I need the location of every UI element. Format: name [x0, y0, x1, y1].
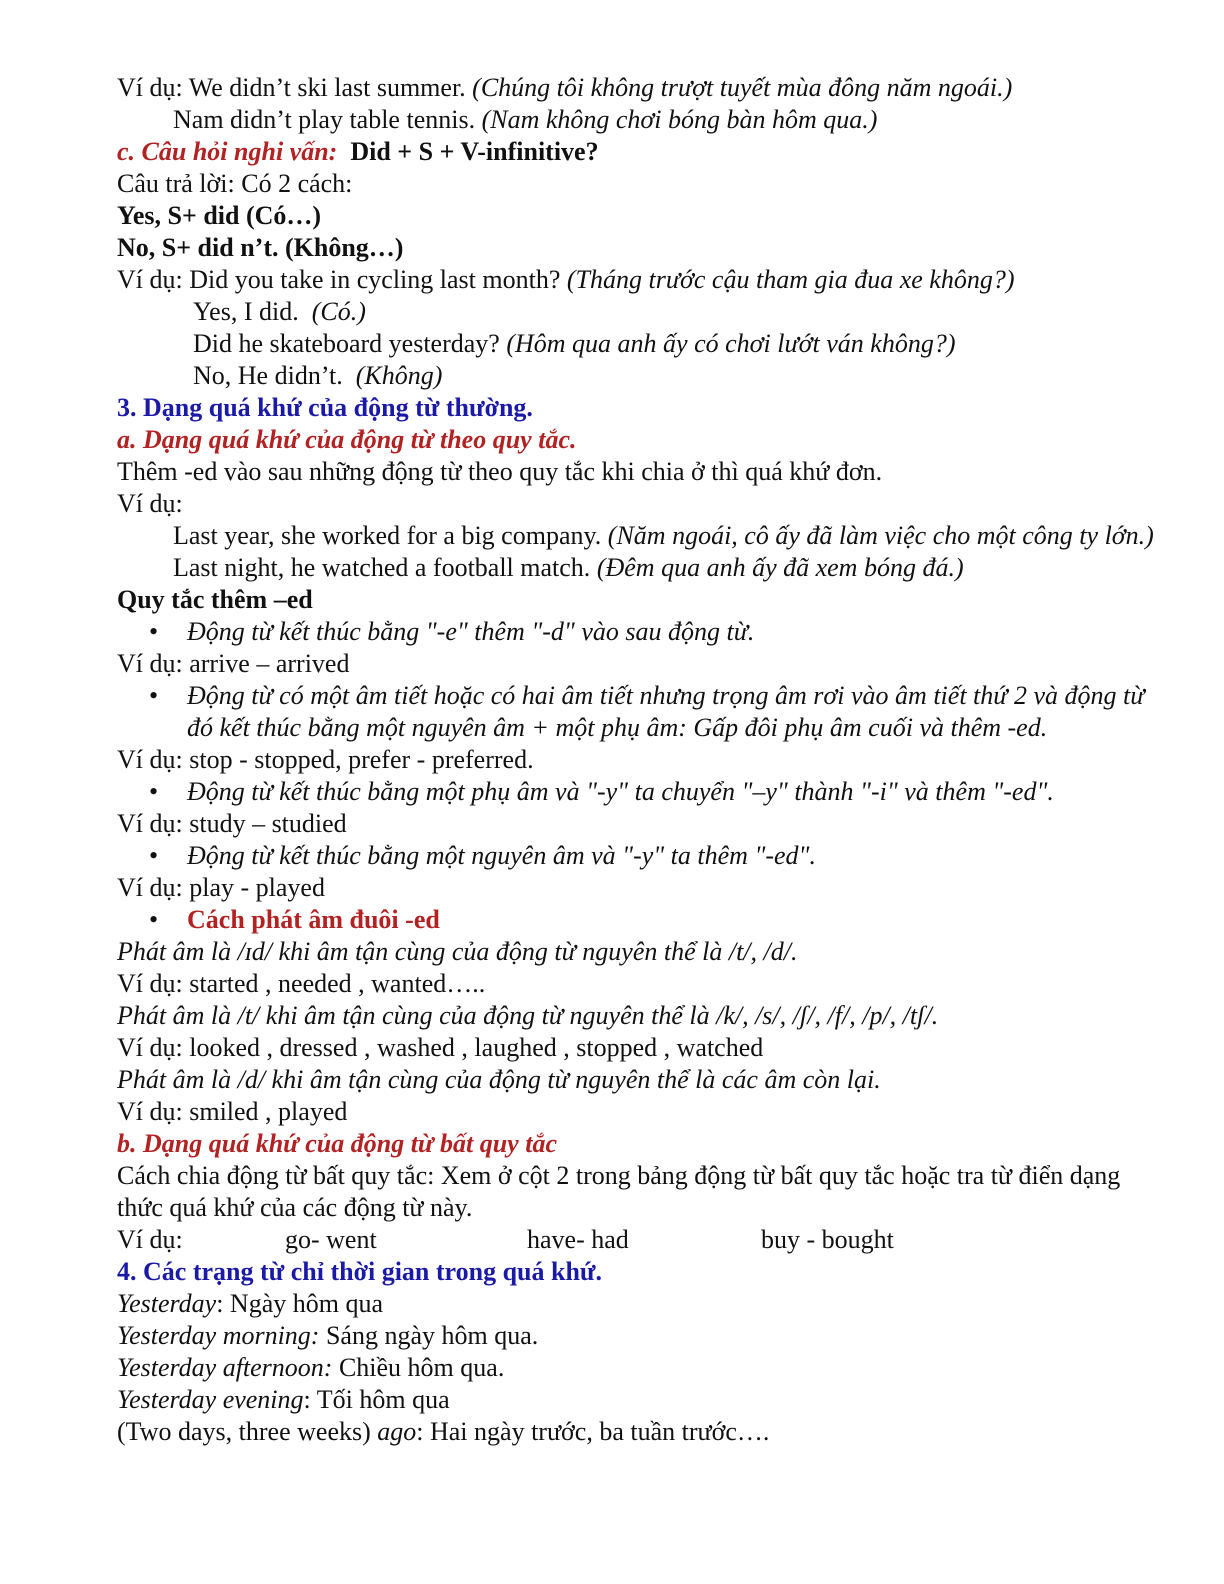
- rule-bullet: • Động từ kết thúc bằng "-e" thêm "-d" vào sau động từ.: [117, 616, 1167, 648]
- body-text: Thêm -ed vào sau những động từ theo quy tắc khi chia ở thì quá khứ đơn.: [117, 457, 883, 486]
- example-line: Ví dụ: smiled , played: [117, 1097, 348, 1126]
- example-line: Ví dụ: Did you take in cycling last month? (Tháng trước cậu tham gia đua xe không?): [117, 265, 1015, 294]
- example-line: Yes, I did. (Có.): [193, 297, 366, 326]
- adverb-item: Yesterday evening: Tối hôm qua: [117, 1385, 450, 1414]
- example-line: Last night, he watched a football match. (Đêm qua anh ấy đã xem bóng đá.): [173, 553, 964, 582]
- adverb-item: Yesterday: Ngày hôm qua: [117, 1289, 384, 1318]
- example-line: Ví dụ: study – studied: [117, 809, 347, 838]
- irregular-examples-row: Ví dụ: go- went have- had buy - bought: [117, 1225, 894, 1254]
- section-3-heading: 3. Dạng quá khứ của động từ thường.: [117, 393, 533, 422]
- example-line: Ví dụ: arrive – arrived: [117, 649, 350, 678]
- rule-bullet: • Động từ kết thúc bằng một phụ âm và "-y" ta chuyển "–y" thành "-i" và thêm "-ed".: [117, 776, 1167, 808]
- question-form-heading: c. Câu hỏi nghi vấn: Did + S + V-infinitive?: [117, 137, 599, 166]
- pronunciation-rule: Phát âm là /t/ khi âm tận cùng của động từ nguyên thể là /k/, /s/, /ʃ/, /f/, /p/, /tʃ/.: [117, 1001, 939, 1030]
- example-line: Last year, she worked for a big company. (Năm ngoái, cô ấy đã làm việc cho một công ty lớn.): [173, 521, 1154, 550]
- example-line: Did he skateboard yesterday? (Hôm qua anh ấy có chơi lướt ván không?): [193, 329, 956, 358]
- example-line: Ví dụ: We didn’t ski last summer. (Chúng tôi không trượt tuyết mùa đông năm ngoái.): [117, 73, 1013, 102]
- answer-no: No, S+ did n’t. (Không…): [117, 233, 404, 262]
- subsection-b-heading: b. Dạng quá khứ của động từ bất quy tắc: [117, 1129, 557, 1158]
- example-label: Ví dụ:: [117, 489, 183, 518]
- example-line: Ví dụ: looked , dressed , washed , laughed , stopped , watched: [117, 1033, 764, 1062]
- answer-intro: Câu trả lời: Có 2 cách:: [117, 169, 353, 198]
- pronunciation-rule: Phát âm là /d/ khi âm tận cùng của động từ nguyên thể là các âm còn lại.: [117, 1065, 881, 1094]
- example-line: No, He didn’t. (Không): [193, 361, 443, 390]
- section-4-heading: 4. Các trạng từ chỉ thời gian trong quá khứ.: [117, 1257, 603, 1286]
- example-line: Ví dụ: stop - stopped, prefer - preferred.: [117, 745, 534, 774]
- subsection-a-heading: a. Dạng quá khứ của động từ theo quy tắc.: [117, 425, 577, 454]
- pronunciation-heading: • Cách phát âm đuôi -ed: [117, 904, 1167, 936]
- rule-bullet: • Động từ kết thúc bằng một nguyên âm và "-y" ta thêm "-ed".: [117, 840, 1167, 872]
- body-text: Cách chia động từ bất quy tắc: Xem ở cột 2 trong bảng động từ bất quy tắc hoặc tra từ điển dạng thức quá khứ của các động từ này.: [117, 1161, 1121, 1222]
- example-line: Ví dụ: play - played: [117, 873, 325, 902]
- adverb-item: Yesterday morning: Sáng ngày hôm qua.: [117, 1321, 539, 1350]
- rule-heading: Quy tắc thêm –ed: [117, 585, 313, 614]
- adverb-item: Yesterday afternoon: Chiều hôm qua.: [117, 1353, 505, 1382]
- example-line: Nam didn’t play table tennis. (Nam không chơi bóng bàn hôm qua.): [173, 105, 878, 134]
- pronunciation-rule: Phát âm là /ɪd/ khi âm tận cùng của động từ nguyên thể là /t/, /d/.: [117, 937, 798, 966]
- document-page: [117, 72, 1167, 1448]
- example-line: Ví dụ: started , needed , wanted…..: [117, 969, 486, 998]
- rule-bullet: • Động từ có một âm tiết hoặc có hai âm tiết nhưng trọng âm rơi vào âm tiết thứ 2 và động từ đó kết thúc bằng một nguyên âm + một phụ âm: Gấp đôi phụ âm cuối và thêm -ed.: [117, 680, 1167, 744]
- answer-yes: Yes, S+ did (Có…): [117, 201, 322, 230]
- adverb-item: (Two days, three weeks) ago: Hai ngày trước, ba tuần trước….: [117, 1417, 770, 1446]
